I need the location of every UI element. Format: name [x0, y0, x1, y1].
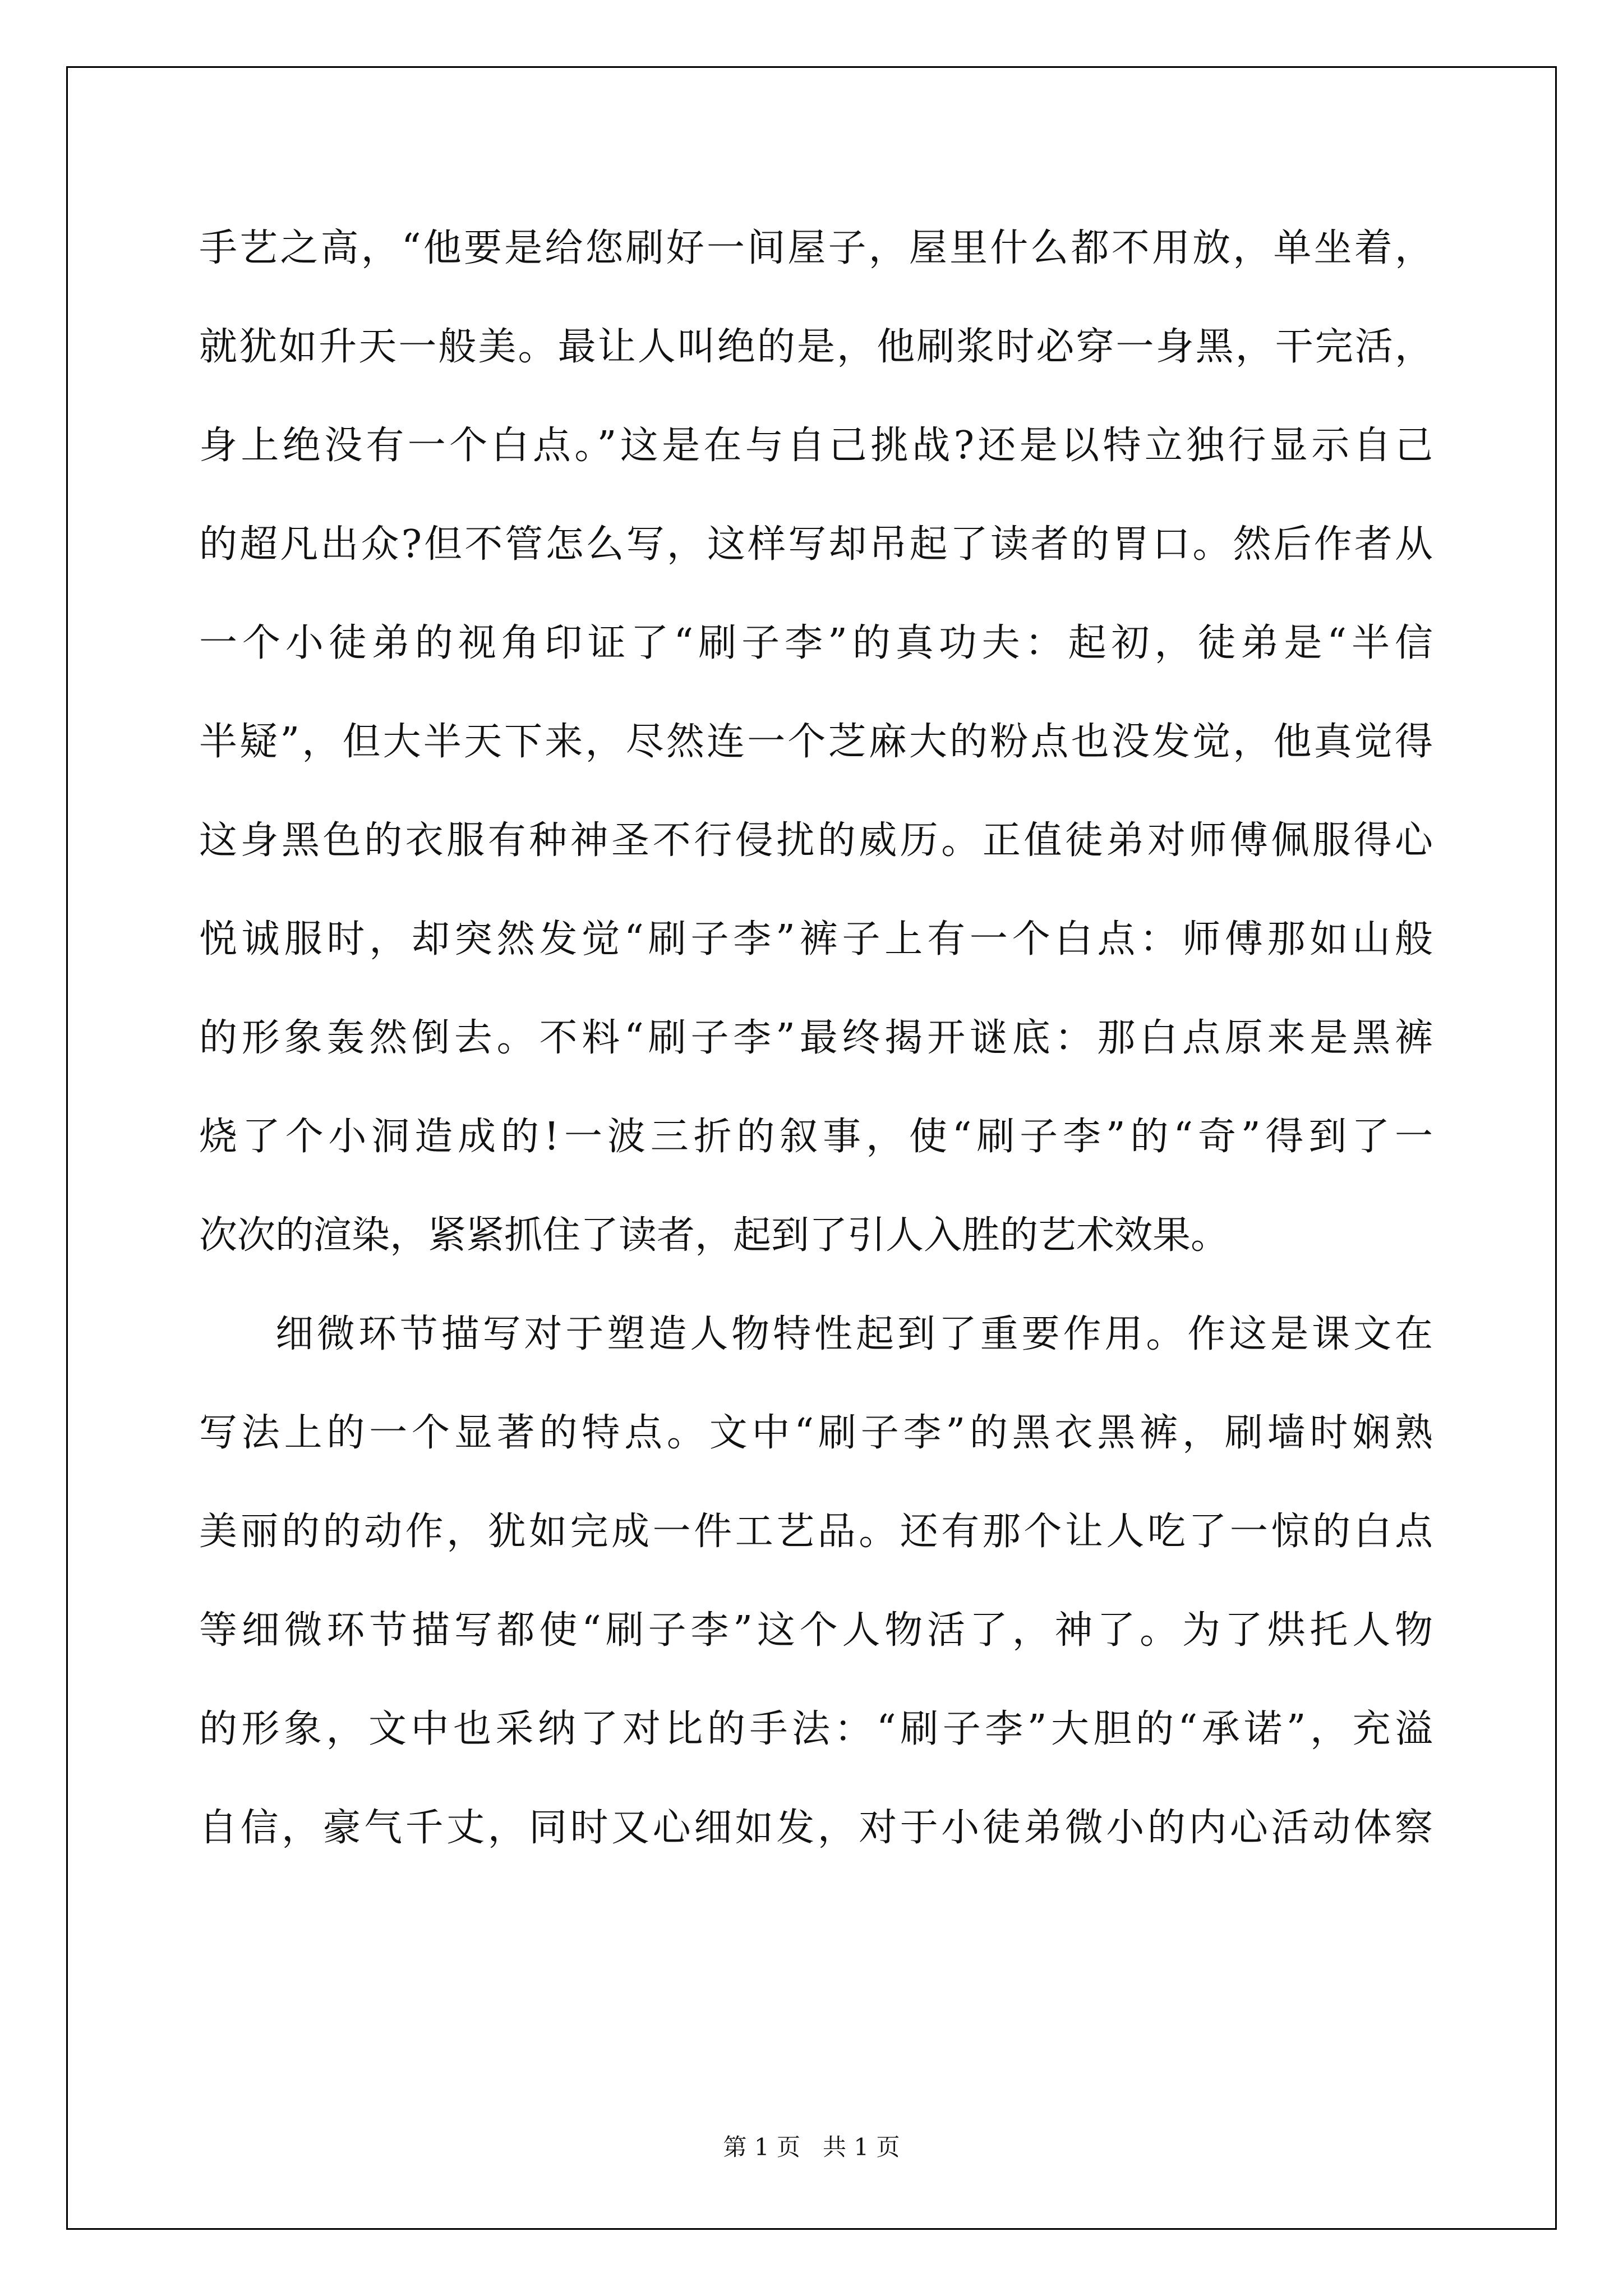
- text-line: 手艺之高，“他要是给您刷好一间屋子，屋里什么都不用放，单坐着，: [199, 226, 1433, 270]
- text-line: 等细微环节描写都使“刷子李”这个人物活了，神了。为了烘托人物: [199, 1608, 1433, 1653]
- text-line: 自信，豪气千丈，同时又心细如发，对于小徒弟微小的内心活动体察: [199, 1806, 1433, 1850]
- text-line: 就犹如升天一般美。最让人叫绝的是，他刷浆时必穿一身黑，干完活，: [199, 325, 1433, 369]
- text-line: 次次的渲染，紧紧抓住了读者，起到了引人入胜的艺术效果。: [199, 1213, 1229, 1258]
- text-line: 悦诚服时，却突然发觉“刷子李”裤子上有一个白点：师傅那如山般: [199, 917, 1433, 961]
- text-line: 的形象，文中也采纳了对比的手法：“刷子李”大胆的“承诺”，充溢: [199, 1707, 1433, 1751]
- text-line: 这身黑色的衣服有种神圣不行侵扰的威历。正值徒弟对师傅佩服得心: [199, 818, 1433, 863]
- text-line: 一个小徒弟的视角印证了“刷子李”的真功夫：起初，徒弟是“半信: [199, 621, 1433, 665]
- text-line: 的形象轰然倒去。不料“刷子李”最终揭开谜底：那白点原来是黑裤: [199, 1016, 1433, 1060]
- text-line: 写法上的一个显著的特点。文中“刷子李”的黑衣黑裤，刷墙时娴熟: [199, 1411, 1433, 1455]
- text-line: 细微环节描写对于塑造人物特性起到了重要作用。作这是课文在: [275, 1312, 1433, 1356]
- text-line: 半疑”，但大半天下来，尽然连一个芝麻大的粉点也没发觉，他真觉得: [199, 720, 1433, 764]
- text-line: 身上绝没有一个白点。”这是在与自己挑战?还是以特立独行显示自己: [199, 424, 1433, 468]
- page-number-footer: 第 1 页 共 1 页: [723, 2133, 900, 2161]
- document-body: [199, 199, 1433, 1878]
- text-line: 美丽的的动作，犹如完成一件工艺品。还有那个让人吃了一惊的白点: [199, 1510, 1433, 1554]
- text-line: 烧了个小洞造成的!一波三折的叙事，使“刷子李”的“奇”得到了一: [199, 1115, 1433, 1159]
- text-line: 的超凡出众?但不管怎么写，这样写却吊起了读者的胃口。然后作者从: [199, 522, 1433, 567]
